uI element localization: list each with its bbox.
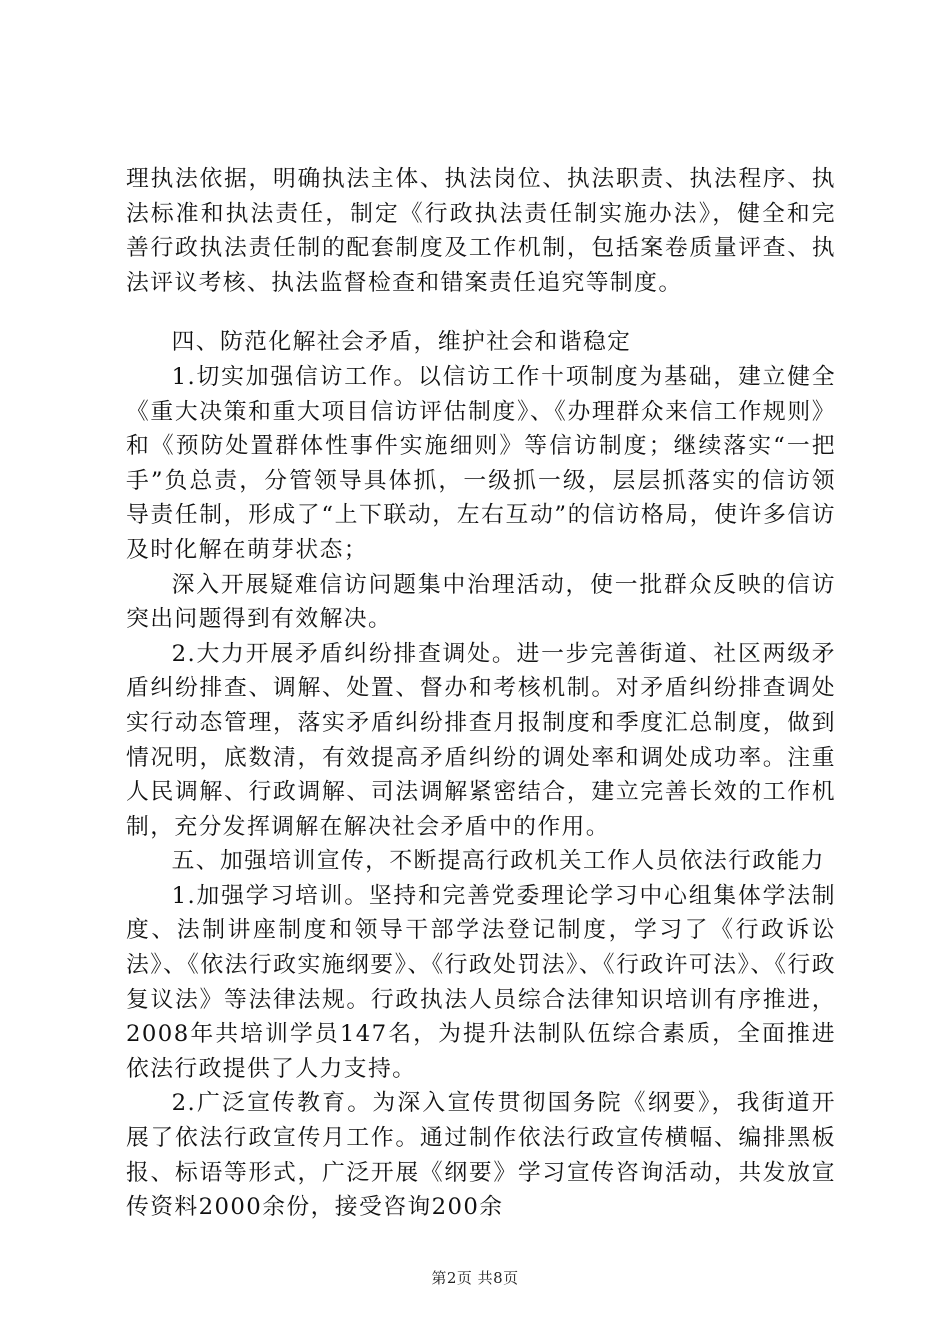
paragraph-petition-work: 1.切实加强信访工作。以信访工作十项制度为基础，建立健全《重大决策和重大项目信访评估制度》、《办理群众来信工作规则》和《预防处置群体性事件实施细则》等信访制度；继续落实“一把手”负总责，分管领导具体抓，一级抓一级，层层抓落实的信访领导责任制，形成了“上下联动，左右互动”的信访格局，使许多信访及时化解在萌芽状态； [126, 363, 836, 563]
section-heading-five: 五、加强培训宣传，不断提高行政机关工作人员依法行政能力 [171, 848, 825, 875]
document-body [126, 162, 836, 1225]
paragraph-dispute-mediation: 2.大力开展矛盾纠纷排查调处。进一步完善街道、社区两级矛盾纠纷排查、调解、处置、督办和考核机制。对矛盾纠纷排查调处实行动态管理，落实矛盾纠纷排查月报制度和季度汇总制度，做到情况明，底数清，有效提高矛盾纠纷的调处率和调处成功率。注重人民调解、行政调解、司法调解紧密结合，建立完善长效的工作机制，充分发挥调解在解决社会矛盾中的作用。 [126, 640, 836, 840]
page-footer: 第2页 共8页 [431, 1269, 519, 1287]
paragraph-publicity: 2.广泛宣传教育。为深入宣传贯彻国务院《纲要》，我街道开展了依法行政宣传月工作。通过制作依法行政宣传横幅、编排黑板报、标语等形式，广泛开展《纲要》学习宣传咨询活动，共发放宣传资料2000余份，接受咨询200余 [126, 1090, 836, 1221]
paragraph-petition-governance: 深入开展疑难信访问题集中治理活动，使一批群众反映的信访突出问题得到有效解决。 [126, 571, 836, 633]
paragraph-continuation: 理执法依据，明确执法主体、执法岗位、执法职责、执法程序、执法标准和执法责任，制定《行政执法责任制实施办法》，健全和完善行政执法责任制的配套制度及工作机制，包括案卷质量评查、执法评议考核、执法监督检查和错案责任追究等制度。 [126, 166, 836, 296]
paragraph-training: 1.加强学习培训。坚持和完善党委理论学习中心组集体学法制度、法制讲座制度和领导干部学法登记制度，学习了《行政诉讼法》、《依法行政实施纲要》、《行政处罚法》、《行政许可法》、《行政复议法》等法律法规。行政执法人员综合法律知识培训有序推进，2008年共培训学员147名，为提升法制队伍综合素质，全面推进依法行政提供了人力支持。 [126, 882, 836, 1082]
paragraph-gap [126, 300, 836, 325]
section-heading-four: 四、防范化解社会矛盾，维护社会和谐稳定 [171, 329, 632, 356]
